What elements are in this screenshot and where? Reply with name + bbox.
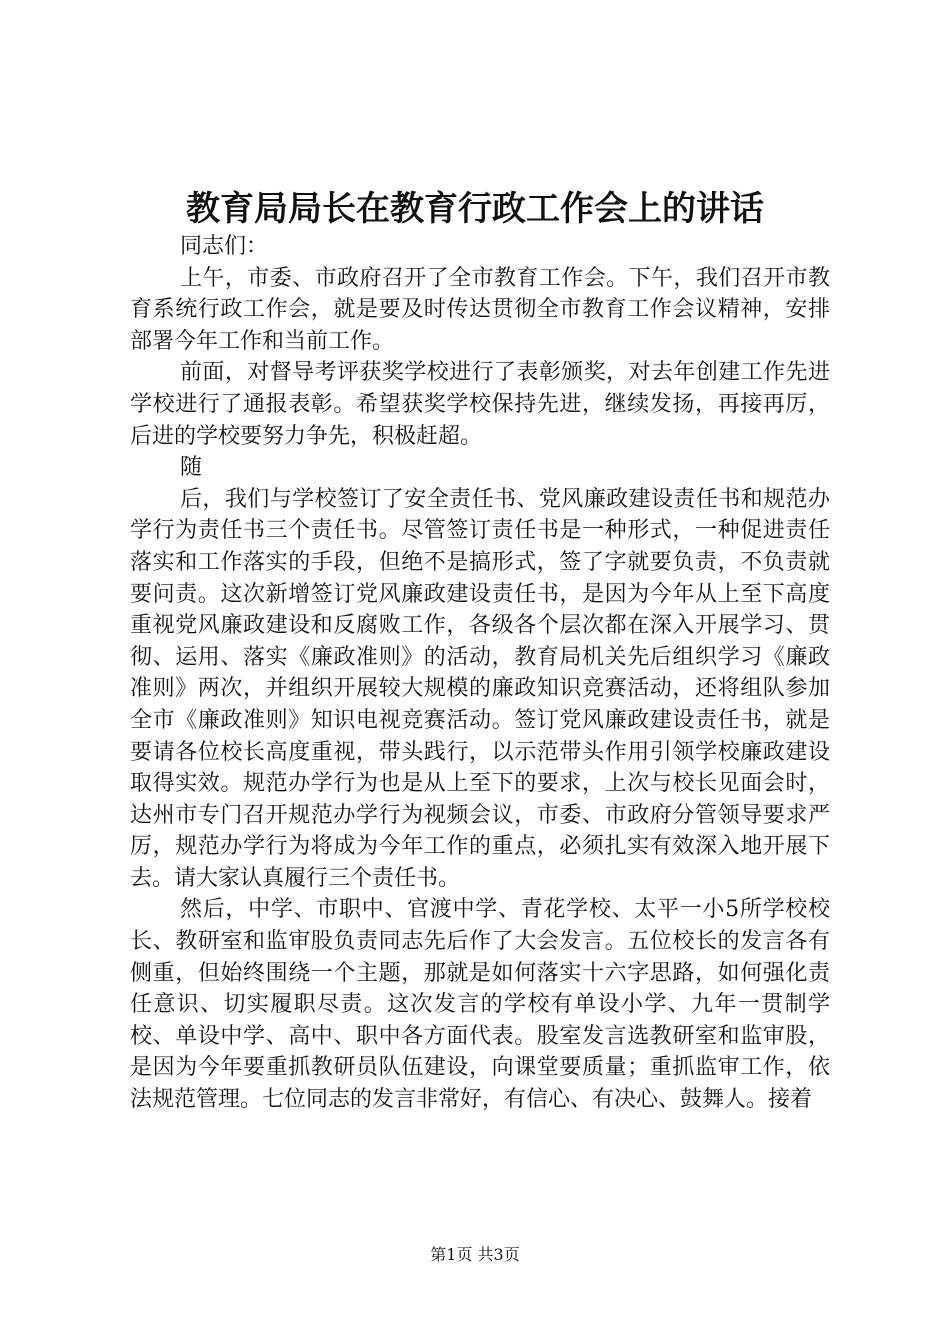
document-title: 教育局局长在教育行政工作会上的讲话	[186, 189, 764, 229]
paragraph-1: 上午，市委、市政府召开了全市教育工作会。下午，我们召开市教育系统行政工作会，就是要及时传达贯彻全市教育工作会议精神，安排部署今年工作和当前工作。	[130, 265, 830, 354]
paragraph-3: 随	[180, 455, 203, 481]
paragraph-4: 后，我们与学校签订了安全责任书、党风廉政建设责任书和规范办学行为责任书三个责任书。尽管签订责任书是一种形式，一种促进责任落实和工作落实的手段，但绝不是搞形式，签了字就要负责，不负责就要问责。这次新增签订党风廉政建设责任书，是因为今年从上至下高度重视党风廉政建设和反腐败工作，各级各个层次都在深入开展学习、贯彻、运用、落实《廉政准则》的活动，教育局机关先后组织学习《廉政准则》两次，并组织开展较大规模的廉政知识竞赛活动，还将组队参加全市《廉政准则》知识电视竞赛活动。签订党风廉政建设责任书，就是要请各位校长高度重视，带头践行，以示范带头作用引领学校廉政建设取得实效。规范办学行为也是从上至下的要求，上次与校长见面会时，达州市专门召开规范办学行为视频会议，市委、市政府分管领导要求严厉，规范办学行为将成为今年工作的重点，必须扎实有效深入地开展下去。请大家认真履行三个责任书。	[130, 486, 830, 891]
page-footer: 第1页 共3页	[430, 1245, 520, 1264]
document-body	[130, 231, 830, 1116]
paragraph-salutation: 同志们：	[180, 234, 269, 259]
paragraph-5: 然后，中学、市职中、官渡中学、青花学校、太平一小5所学校校长、教研室和监审股负责同志先后作了大会发言。五位校长的发言各有侧重，但始终围绕一个主题，那就是如何落实十六字思路，如何强化责任意识、切实履职尽责。这次发言的学校有单设小学、九年一贯制学校、单设中学、高中、职中各方面代表。股室发言选教研室和监审股，是因为今年要重抓教研员队伍建设，向课堂要质量；重抓监审工作，依法规范管理。七位同志的发言非常好，有信心、有决心、鼓舞人。接着	[130, 897, 830, 1113]
paragraph-2: 前面，对督导考评获奖学校进行了表彰颁奖，对去年创建工作先进学校进行了通报表彰。希望获奖学校保持先进，继续发扬，再接再厉，后进的学校要努力争先，积极赶超。	[130, 360, 830, 449]
